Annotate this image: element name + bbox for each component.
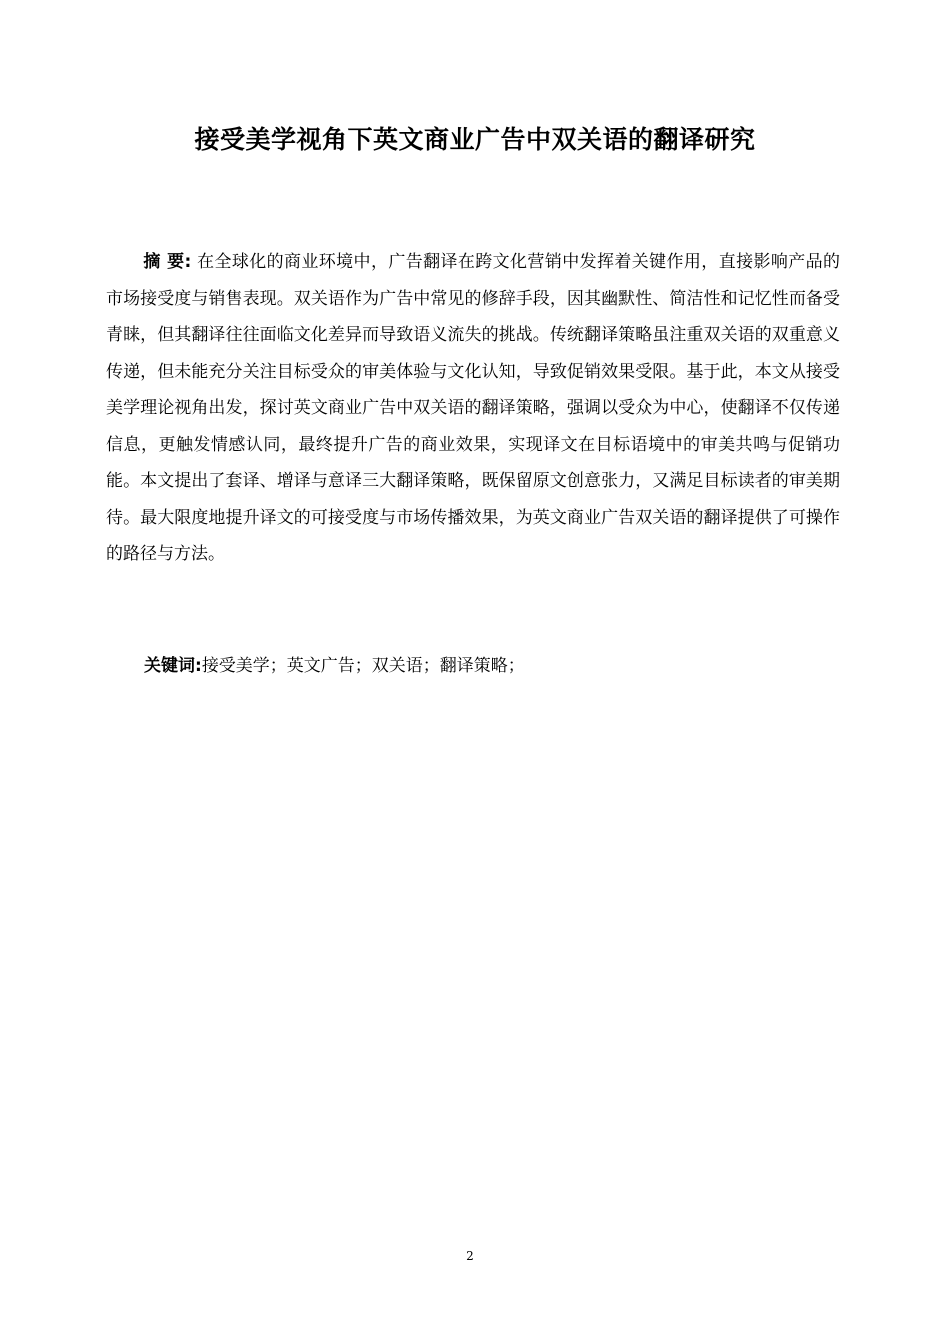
page-title: 接受美学视角下英文商业广告中双关语的翻译研究 (194, 125, 756, 154)
keywords-text: 接受美学；英文广告；双关语；翻译策略； (201, 656, 525, 676)
keywords-label: 关键词: (144, 656, 202, 676)
abstract-text: 在全球化的商业环境中，广告翻译在跨文化营销中发挥着关键作用，直接影响产品的市场接受度与销售表现。双关语作为广告中常见的修辞手段，因其幽默性、简洁性和记忆性而备受青睐，但其翻译往往面临文化差异而导致语义流失的挑战。传统翻译策略虽注重双关语的双重意义传递，但未能充分关注目标受众的审美体验与文化认知，导致促销效果受限。基于此，本文从接受美学理论视角出发，探讨英文商业广告中双关语的翻译策略，强调以受众为中心，使翻译不仅传递信息，更触发情感认同，最终提升广告的商业效果，实现译文在目标语境中的审美共鸣与促销功能。本文提出了套译、增译与意译三大翻译策略，既保留原文创意张力，又满足目标读者的审美期待。最大限度地提升译文的可接受度与市场传播效果，为英文商业广告双关语的翻译提供了可操作的路径与方法。 (106, 252, 841, 564)
abstract-paragraph (106, 244, 840, 573)
page-number: 2 (466, 1249, 474, 1263)
keywords-paragraph (144, 648, 844, 684)
abstract-label: 摘 要: (143, 252, 192, 272)
